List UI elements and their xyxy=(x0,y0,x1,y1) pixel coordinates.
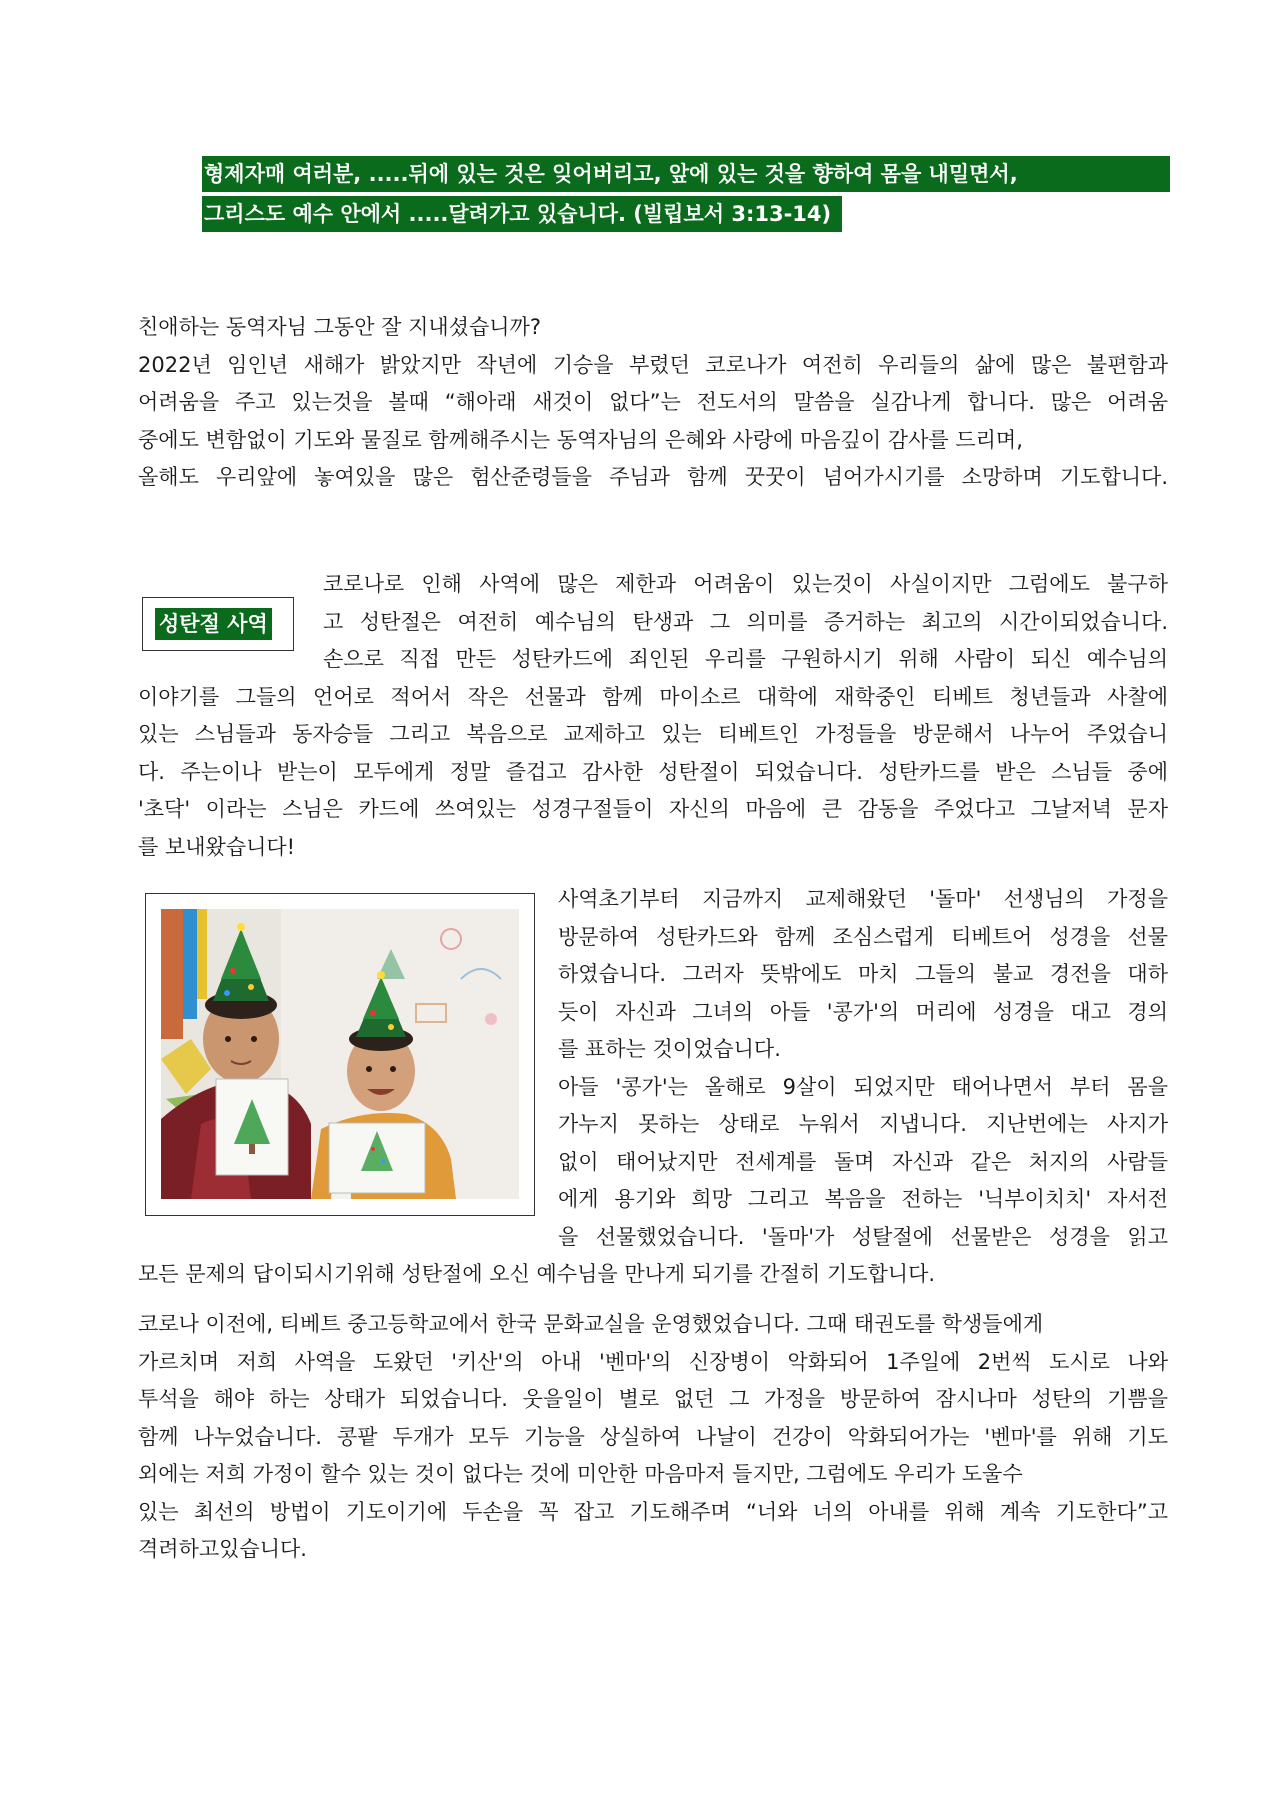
dolma-line-11: 모든 문제의 답이되시기위해 성탄절에 오신 예수님을 만나게 되기를 간절히 기도합니다. xyxy=(138,1262,936,1286)
dolma-line-10: 을 선물했었습니다. '돌마'가 성탈절에 선물받은 성경을 읽고 xyxy=(558,1224,1168,1249)
korea-line-3: 투석을 해야 하는 상태가 되었습니다. 웃을일이 별로 없던 그 가정을 방문하여 잠시나마 성탄의 기쁨을 xyxy=(138,1387,1168,1411)
dolma-line-1: 사역초기부터 지금까지 교제해왔던 '돌마' 선생님의 가정을 xyxy=(558,887,1168,911)
korea-line-6: 있는 최선의 방법이 기도이기에 두손을 꼭 잡고 기도해주며 “너와 너의 아내를 위해 계속 기도한다”고 xyxy=(138,1499,1168,1524)
greeting-line-1: 친애하는 동역자님 그동안 잘 지내셨습니까? xyxy=(138,315,541,339)
dolma-line-2: 방문하여 성탄카드와 함께 조심스럽게 티베트어 성경을 선물 xyxy=(558,924,1168,949)
dolma-line-3: 하였습니다. 그러자 뜻밖에도 마치 그들의 불교 경전을 대하 xyxy=(558,962,1168,986)
greeting-paragraph xyxy=(138,309,1168,497)
christmas-paragraph xyxy=(138,566,1168,866)
korea-line-1: 코로나 이전에, 티베트 중고등학교에서 한국 문화교실을 운영했었습니다. 그때 태권도를 학생들에게 xyxy=(138,1312,1044,1336)
dolma-line-6: 아들 '콩가'는 올해로 9살이 되었지만 태어나면서 부터 몸을 xyxy=(558,1074,1168,1099)
dolma-paragraph xyxy=(138,881,1168,1294)
christmas-line-7: '초닥' 이라는 스님은 카드에 쓰여있는 성경구절들이 자신의 마음에 큰 감동을 주었다고 그날저녁 문자 xyxy=(138,797,1168,821)
korea-line-2: 가르치며 저희 사역을 도왔던 '키산'의 아내 '벤마'의 신장병이 악화되어 1주일에 2번씩 도시로 나와 xyxy=(138,1349,1168,1374)
dolma-line-7: 가누지 못하는 상태로 누워서 지냅니다. 지난번에는 사지가 xyxy=(558,1112,1168,1136)
christmas-line-2: 고 성탄절은 여전히 예수님의 탄생과 그 의미를 증거하는 최고의 시간이되었습니다. xyxy=(323,609,1168,634)
section-heading: 성탄절 사역 xyxy=(155,608,272,640)
christmas-line-4: 이야기를 그들의 언어로 적어서 작은 선물과 함께 마이소르 대학에 재학중인 티베트 청년들과 사찰에 xyxy=(138,684,1168,709)
korea-line-7: 격려하고있습니다. xyxy=(138,1537,307,1561)
christmas-line-1: 코로나로 인해 사역에 많은 제한과 어려움이 있는것이 사실이지만 그럼에도 불구하 xyxy=(323,572,1168,596)
dolma-line-4: 듯이 자신과 그녀의 아들 '콩가'의 머리에 성경을 대고 경의 xyxy=(558,999,1168,1024)
greeting-line-2: 2022년 임인년 새해가 밝았지만 작년에 기승을 부렸던 코로나가 여전히 우리들의 삶에 많은 불편함과 xyxy=(138,352,1168,377)
christmas-line-3: 손으로 직접 만든 성탄카드에 죄인된 우리를 구원하시기 위해 사람이 되신 예수님의 xyxy=(323,647,1168,671)
dolma-line-5: 를 표하는 것이었습니다. xyxy=(558,1037,781,1061)
greeting-line-3: 어려움을 주고 있는것을 볼때 “해아래 새것이 없다”는 전도서의 말씀을 실감나게 합니다. 많은 어려움 xyxy=(138,390,1168,414)
dolma-line-8: 없이 태어났지만 전세계를 돌며 자신과 같은 처지의 사람들 xyxy=(558,1149,1168,1174)
christmas-line-5: 있는 스님들과 동자승들 그리고 복음으로 교제하고 있는 티베트인 가정들을 방문해서 나누어 주었습니 xyxy=(138,722,1168,746)
greeting-line-5: 올해도 우리앞에 놓여있을 많은 험산준령들을 주님과 함께 꿋꿋이 넘어가시기를 소망하며 기도합니다. xyxy=(138,465,1168,489)
korea-line-5: 외에는 저희 가정이 할수 있는 것이 없다는 것에 미안한 마음마저 들지만, 그럼에도 우리가 도울수 xyxy=(138,1462,1023,1486)
dolma-line-9: 에게 용기와 희망 그리고 복음을 전하는 '닉부이치치' 자서전 xyxy=(558,1187,1168,1211)
christmas-line-8: 를 보내왔습니다! xyxy=(138,834,296,859)
korea-class-paragraph xyxy=(138,1306,1168,1569)
korea-line-4: 함께 나누었습니다. 콩팥 두개가 모두 기능을 상실하여 나날이 건강이 악화되어가는 '벤마'를 위해 기도 xyxy=(138,1424,1168,1449)
greeting-line-4: 중에도 변함없이 기도와 물질로 함께해주시는 동역자님의 은혜와 사랑에 마음깊이 감사를 드리며, xyxy=(138,427,1023,452)
verse-line-2: 그리스도 예수 안에서 .....달려가고 있습니다. (빌립보서 3:13-14) xyxy=(202,196,842,232)
christmas-line-6: 다. 주는이나 받는이 모두에게 정말 즐겁고 감사한 성탄절이 되었습니다. 성탄카드를 받은 스님들 중에 xyxy=(138,759,1168,784)
verse-line-1: 형제자매 여러분, .....뒤에 있는 것은 잊어버리고, 앞에 있는 것을 향하여 몸을 내밀면서, xyxy=(202,156,1170,192)
